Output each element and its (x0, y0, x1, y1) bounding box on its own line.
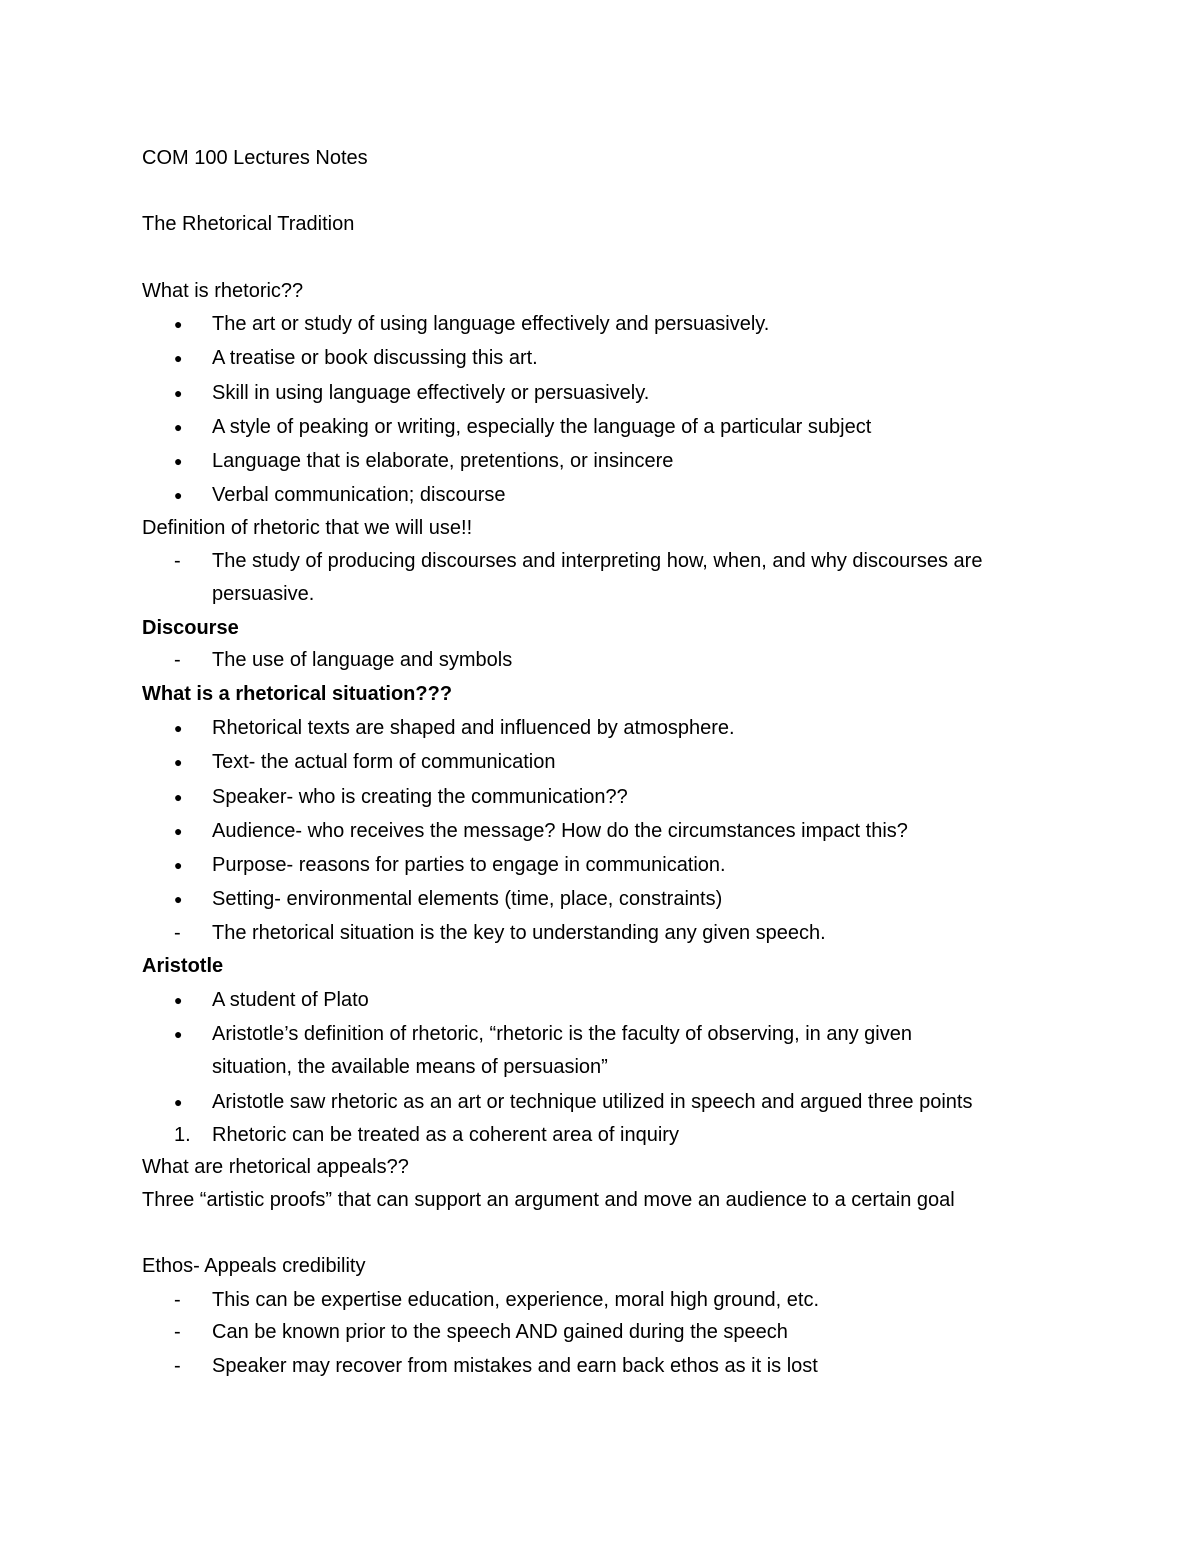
numbered-item: Rhetoric can be treated as a coherent area of inquiry (212, 1124, 679, 1146)
list-item: Purpose- reasons for parties to engage in communication. (212, 854, 726, 876)
list-item: Skill in using language effectively or persuasively. (212, 382, 650, 404)
list-item: The rhetorical situation is the key to understanding any given speech. (212, 922, 826, 944)
dash-icon: - (174, 1355, 181, 1377)
list-item: The art or study of using language effectively and persuasively. (212, 313, 770, 335)
list-item: The study of producing discourses and interpreting how, when, and why discourses are (212, 550, 983, 572)
bullet-icon: ● (174, 823, 183, 839)
bullet-icon: ● (174, 350, 183, 366)
question-what-is-rhetoric: What is rhetoric?? (142, 280, 304, 302)
list-item: Aristotle saw rhetoric as an art or technique utilized in speech and argued three points (212, 1091, 973, 1113)
dash-icon: - (174, 550, 181, 572)
list-item: Setting- environmental elements (time, place, constraints) (212, 888, 723, 910)
definition-heading: Definition of rhetoric that we will use!! (142, 517, 473, 539)
list-item: A student of Plato (212, 989, 369, 1011)
doc-title: COM 100 Lectures Notes (142, 147, 368, 169)
list-item: A style of peaking or writing, especially the language of a particular subject (212, 416, 872, 438)
situation-heading: What is a rhetorical situation??? (142, 683, 453, 705)
list-item: A treatise or book discussing this art. (212, 347, 538, 369)
appeals-heading: What are rhetorical appeals?? (142, 1156, 409, 1178)
bullet-icon: ● (174, 992, 183, 1008)
list-item: Text- the actual form of communication (212, 751, 556, 773)
list-item: Aristotle’s definition of rhetoric, “rhetoric is the faculty of observing, in any given (212, 1023, 912, 1045)
list-item: Verbal communication; discourse (212, 484, 506, 506)
aristotle-heading: Aristotle (142, 955, 224, 977)
bullet-icon: ● (174, 857, 183, 873)
list-item: Can be known prior to the speech AND gained during the speech (212, 1321, 788, 1343)
dash-icon: - (174, 1321, 181, 1343)
list-item: Audience- who receives the message? How do the circumstances impact this? (212, 820, 908, 842)
bullet-icon: ● (174, 1026, 183, 1042)
discourse-heading: Discourse (142, 617, 239, 639)
list-item: Speaker- who is creating the communication?? (212, 786, 628, 808)
dash-icon: - (174, 922, 181, 944)
bullet-icon: ● (174, 720, 183, 736)
list-item: The use of language and symbols (212, 649, 513, 671)
list-item: Language that is elaborate, pretentions, or insincere (212, 450, 674, 472)
list-item-continuation: situation, the available means of persuasion” (212, 1056, 608, 1078)
number-marker: 1. (174, 1124, 191, 1146)
bullet-icon: ● (174, 453, 183, 469)
list-item: This can be expertise education, experience, moral high ground, etc. (212, 1289, 820, 1311)
list-item-continuation: persuasive. (212, 583, 315, 605)
doc-subtitle: The Rhetorical Tradition (142, 213, 355, 235)
dash-icon: - (174, 649, 181, 671)
bullet-icon: ● (174, 891, 183, 907)
bullet-icon: ● (174, 316, 183, 332)
list-item: Rhetorical texts are shaped and influenced by atmosphere. (212, 717, 735, 739)
bullet-icon: ● (174, 754, 183, 770)
dash-icon: - (174, 1289, 181, 1311)
bullet-icon: ● (174, 487, 183, 503)
bullet-icon: ● (174, 1094, 183, 1110)
appeals-description: Three “artistic proofs” that can support an argument and move an audience to a certain goal (142, 1189, 955, 1211)
bullet-icon: ● (174, 419, 183, 435)
bullet-icon: ● (174, 789, 183, 805)
list-item: Speaker may recover from mistakes and earn back ethos as it is lost (212, 1355, 818, 1377)
ethos-heading: Ethos- Appeals credibility (142, 1255, 366, 1277)
bullet-icon: ● (174, 385, 183, 401)
